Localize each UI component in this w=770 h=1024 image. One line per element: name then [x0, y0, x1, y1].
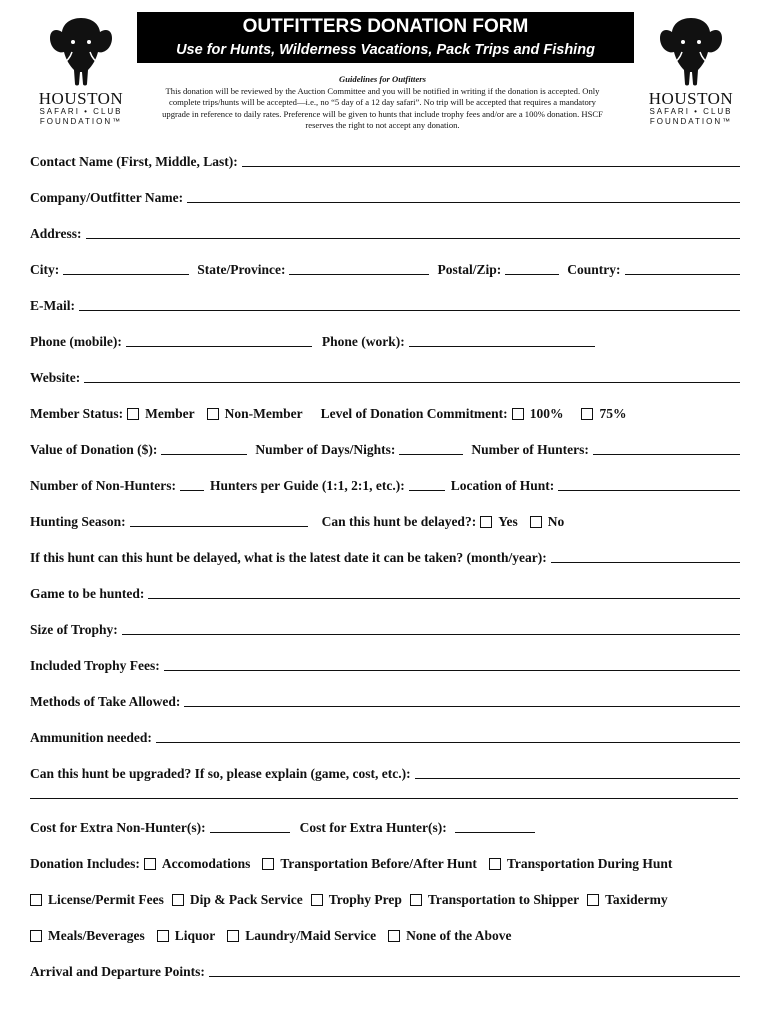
logo-name: HOUSTON — [38, 89, 124, 108]
row-trophy-size — [30, 618, 740, 638]
days-field[interactable] — [399, 440, 463, 455]
row-city — [30, 258, 740, 278]
trophy-fees-label: Included Trophy Fees: — [30, 658, 160, 673]
row-methods — [30, 690, 740, 710]
row-season — [30, 510, 740, 530]
game-field[interactable] — [148, 584, 740, 599]
logo-sub1: SAFARI • CLUB — [649, 107, 733, 116]
row-email — [30, 294, 740, 314]
phone-work-label: Phone (work): — [321, 334, 405, 349]
accom-label: Accomodations — [161, 856, 251, 871]
laundry-checkbox[interactable] — [227, 930, 239, 942]
phone-mobile-field[interactable] — [126, 332, 312, 347]
trophy-prep-label: Trophy Prep — [328, 892, 402, 907]
pct100-label: 100% — [529, 406, 564, 421]
row-address — [30, 222, 740, 242]
game-label: Game to be hunted: — [30, 586, 145, 601]
cost-non-hunter-field[interactable] — [210, 818, 290, 833]
row-website — [30, 366, 740, 386]
location-field[interactable] — [558, 476, 740, 491]
state-label: State/Province: — [197, 262, 286, 277]
elephant-head-icon — [48, 14, 114, 88]
yes-label: Yes — [498, 514, 518, 529]
trophy-fees-field[interactable] — [164, 656, 740, 671]
hunters-label: Number of Hunters: — [471, 442, 589, 457]
trans-shipper-label: Transportation to Shipper — [427, 892, 580, 907]
logo-name: HOUSTON — [648, 89, 734, 108]
laundry-label: Laundry/Maid Service — [245, 928, 377, 943]
logo-sub2: FOUNDATION™ — [649, 117, 733, 126]
accom-checkbox[interactable] — [144, 858, 156, 870]
upgrade-label: Can this hunt be upgraded? If so, please explain (game, cost, etc.): — [30, 766, 411, 781]
row-contact — [30, 150, 740, 170]
taxidermy-label: Taxidermy — [605, 892, 668, 907]
address-field[interactable] — [86, 224, 740, 239]
row-trophy-fees — [30, 654, 740, 674]
meals-checkbox[interactable] — [30, 930, 42, 942]
phone-work-field[interactable] — [409, 332, 595, 347]
row-includes-2 — [30, 888, 740, 908]
row-upgrade — [30, 762, 740, 782]
ammo-label: Ammunition needed: — [30, 730, 152, 745]
trophy-size-field[interactable] — [122, 620, 740, 635]
country-field[interactable] — [625, 260, 741, 275]
row-value — [30, 438, 740, 458]
cost-hunter-label: Cost for Extra Hunter(s): — [299, 820, 447, 835]
email-label: E-Mail: — [30, 298, 75, 313]
non-member-label: Non-Member — [224, 406, 303, 421]
row-extra-costs — [30, 816, 740, 836]
trans-during-label: Transportation During Hunt — [506, 856, 673, 871]
elephant-head-icon — [658, 14, 724, 88]
member-checkbox[interactable] — [127, 408, 139, 420]
pct100-checkbox[interactable] — [512, 408, 524, 420]
dip-checkbox[interactable] — [172, 894, 184, 906]
liquor-checkbox[interactable] — [157, 930, 169, 942]
form-title: OUTFITTERS DONATION FORM — [242, 16, 529, 37]
per-guide-field[interactable] — [409, 476, 445, 491]
pct75-label: 75% — [599, 406, 627, 421]
row-latest-date — [30, 546, 740, 566]
license-checkbox[interactable] — [30, 894, 42, 906]
logo-left — [26, 14, 136, 127]
latest-date-field[interactable] — [551, 548, 740, 563]
email-field[interactable] — [79, 296, 740, 311]
non-member-checkbox[interactable] — [207, 408, 219, 420]
row-includes-1 — [30, 852, 740, 872]
contact-name-field[interactable] — [242, 152, 740, 167]
cost-hunter-field[interactable] — [455, 818, 535, 833]
guidelines-title: Guidelines for Outfitters — [339, 74, 426, 84]
row-game — [30, 582, 740, 602]
value-label: Value of Donation ($): — [30, 442, 158, 457]
upgrade-field[interactable] — [415, 764, 740, 779]
state-field[interactable] — [289, 260, 429, 275]
member-status-label: Member Status: — [30, 406, 124, 421]
dip-label: Dip & Pack Service — [189, 892, 303, 907]
postal-label: Postal/Zip: — [437, 262, 502, 277]
company-field[interactable] — [187, 188, 740, 203]
city-field[interactable] — [63, 260, 189, 275]
logo-right — [636, 14, 746, 127]
row-company — [30, 186, 740, 206]
company-label: Company/Outfitter Name: — [30, 190, 184, 205]
arrival-field[interactable] — [209, 962, 740, 977]
member-label: Member — [145, 406, 195, 421]
meals-label: Meals/Beverages — [48, 928, 145, 943]
trans-before-label: Transportation Before/After Hunt — [280, 856, 477, 871]
row-includes-3 — [30, 924, 740, 944]
no-label: No — [547, 514, 565, 529]
per-guide-label: Hunters per Guide (1:1, 2:1, etc.): — [210, 478, 405, 493]
liquor-label: Liquor — [174, 928, 216, 943]
latest-date-label: If this hunt can this hunt be delayed, what is the latest date it can be taken? (month/year): — [30, 550, 547, 565]
website-label: Website: — [30, 370, 81, 385]
country-label: Country: — [567, 262, 621, 277]
methods-field[interactable] — [184, 692, 740, 707]
row-arrival — [30, 960, 740, 980]
license-label: License/Permit Fees — [48, 892, 164, 907]
trans-during-checkbox[interactable] — [489, 858, 501, 870]
address-label: Address: — [30, 226, 82, 241]
website-field[interactable] — [84, 368, 740, 383]
location-label: Location of Hunt: — [450, 478, 555, 493]
includes-label: Donation Includes: — [30, 856, 140, 871]
none-label: None of the Above — [406, 928, 512, 943]
methods-label: Methods of Take Allowed: — [30, 694, 181, 709]
upgrade-field-line2[interactable] — [30, 798, 738, 799]
logo-sub1: SAFARI • CLUB — [39, 107, 123, 116]
row-non-hunters — [30, 474, 740, 494]
row-member-status — [30, 402, 740, 422]
pct75-checkbox[interactable] — [581, 408, 593, 420]
guidelines — [160, 74, 605, 132]
city-label: City: — [30, 262, 60, 277]
no-checkbox[interactable] — [530, 516, 542, 528]
postal-field[interactable] — [505, 260, 559, 275]
form-subtitle: Use for Hunts, Wilderness Vacations, Pack Trips and Fishing — [176, 42, 595, 58]
non-hunters-label: Number of Non-Hunters: — [30, 478, 176, 493]
contact-name-label: Contact Name (First, Middle, Last): — [30, 154, 238, 169]
logo-sub2: FOUNDATION™ — [39, 117, 123, 126]
trophy-prep-checkbox[interactable] — [311, 894, 323, 906]
phone-mobile-label: Phone (mobile): — [30, 334, 122, 349]
trans-before-checkbox[interactable] — [262, 858, 274, 870]
value-field[interactable] — [161, 440, 247, 455]
trans-shipper-checkbox[interactable] — [410, 894, 422, 906]
title-banner — [137, 12, 634, 63]
non-hunters-field[interactable] — [180, 476, 204, 491]
ammo-field[interactable] — [156, 728, 740, 743]
season-label: Hunting Season: — [30, 514, 126, 529]
hunters-field[interactable] — [593, 440, 740, 455]
season-field[interactable] — [130, 512, 308, 527]
arrival-label: Arrival and Departure Points: — [30, 964, 205, 979]
guidelines-text: This donation will be reviewed by the Auction Committee and you will be notified in writing if the donation is accepted. Only complete trips/hunts will be accepted—i.e., no “5 day of a 12 day safari”. No trip will be accepted that requires a mandatory upgrade in reference to daily rates. Preference will be given to hunts that include trophy fees and/or are a 100% donation. HSCF reserves the right to not accept any donation. — [162, 85, 603, 130]
row-ammo — [30, 726, 740, 746]
row-phone — [30, 330, 740, 350]
yes-checkbox[interactable] — [480, 516, 492, 528]
none-checkbox[interactable] — [388, 930, 400, 942]
taxidermy-checkbox[interactable] — [587, 894, 599, 906]
cost-non-hunter-label: Cost for Extra Non-Hunter(s): — [30, 820, 206, 835]
trophy-size-label: Size of Trophy: — [30, 622, 118, 637]
level-label: Level of Donation Commitment: — [320, 406, 508, 421]
delayed-label: Can this hunt be delayed?: — [321, 514, 477, 529]
days-label: Number of Days/Nights: — [255, 442, 396, 457]
